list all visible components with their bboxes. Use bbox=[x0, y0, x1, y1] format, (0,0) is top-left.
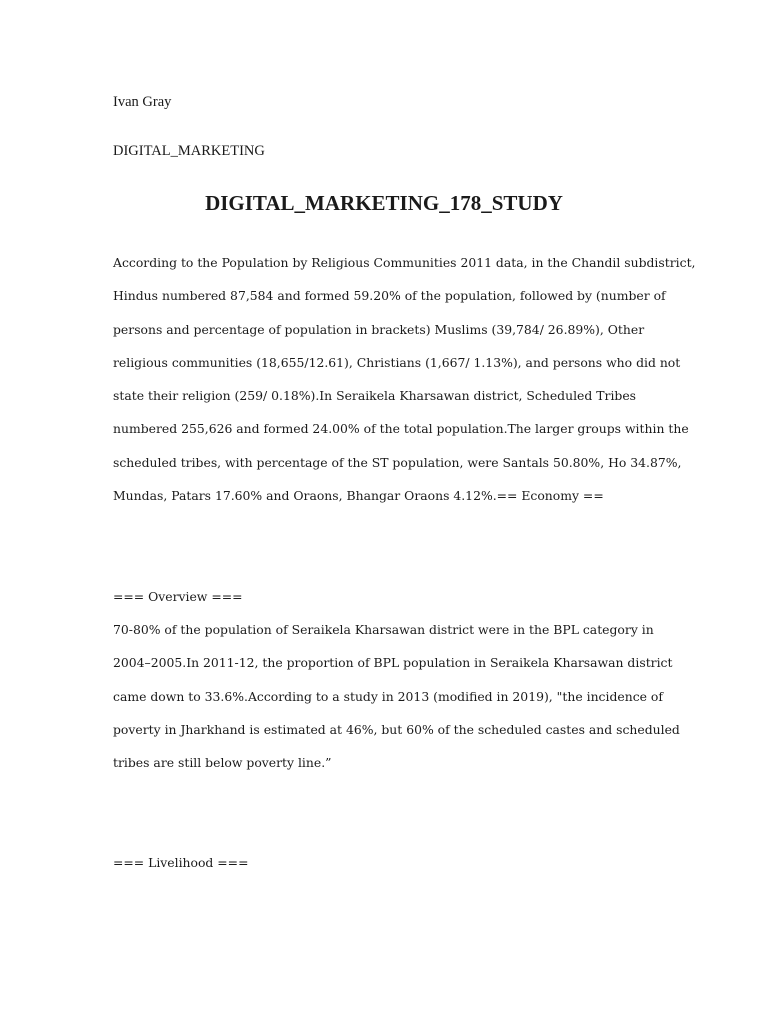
section-heading-overview bbox=[113, 580, 673, 613]
paragraph-line: scheduled tribes, with percentage of the ST population, were Santals 50.80%, Ho 34.87%, bbox=[113, 454, 682, 470]
paragraph-line: numbered 255,626 and formed 24.00% of the total population.The larger groups within the bbox=[113, 421, 689, 437]
paragraph-line: state their religion (259/ 0.18%).In Seraikela Kharsawan district, Scheduled Tribes bbox=[113, 388, 637, 404]
paragraph-line: persons and percentage of population in brackets) Muslims (39,784/ 26.89%), Other bbox=[113, 321, 645, 337]
document-title: DIGITAL_MARKETING_178_STUDY bbox=[205, 191, 563, 215]
paragraph-line: 70-80% of the population of Seraikela Kharsawan district were in the BPL category in bbox=[113, 622, 654, 637]
paragraph-poverty bbox=[113, 613, 680, 779]
section-heading-livelihood bbox=[113, 846, 673, 879]
paragraph-line: Hindus numbered 87,584 and formed 59.20% of the population, followed by (number of bbox=[113, 288, 666, 304]
heading-text: === Livelihood === bbox=[113, 855, 249, 870]
paragraph-line: Mundas, Patars 17.60% and Oraons, Bhangar Oraons 4.12%.== Economy == bbox=[113, 488, 604, 504]
paragraph-line: religious communities (18,655/12.61), Christians (1,667/ 1.13%), and persons who did not bbox=[113, 354, 681, 370]
paragraph-line: poverty in Jharkhand is estimated at 46%, but 60% of the scheduled castes and scheduled bbox=[113, 721, 680, 737]
author-name: Ivan Gray bbox=[113, 94, 172, 110]
paragraph-line: came down to 33.6%.According to a study in 2013 (modified in 2019), "the incidence of bbox=[113, 688, 663, 704]
paragraph-line: tribes are still below poverty line.” bbox=[113, 755, 332, 771]
paragraph-line: According to the Population by Religious Communities 2011 data, in the Chandil subdistrict, bbox=[113, 255, 696, 270]
subject-line: DIGITAL_MARKETING bbox=[113, 143, 265, 159]
paragraph-line: 2004–2005.In 2011-12, the proportion of BPL population in Seraikela Kharsawan district bbox=[113, 655, 673, 671]
paragraph-demographics bbox=[113, 246, 696, 512]
heading-text: === Overview === bbox=[113, 589, 243, 604]
